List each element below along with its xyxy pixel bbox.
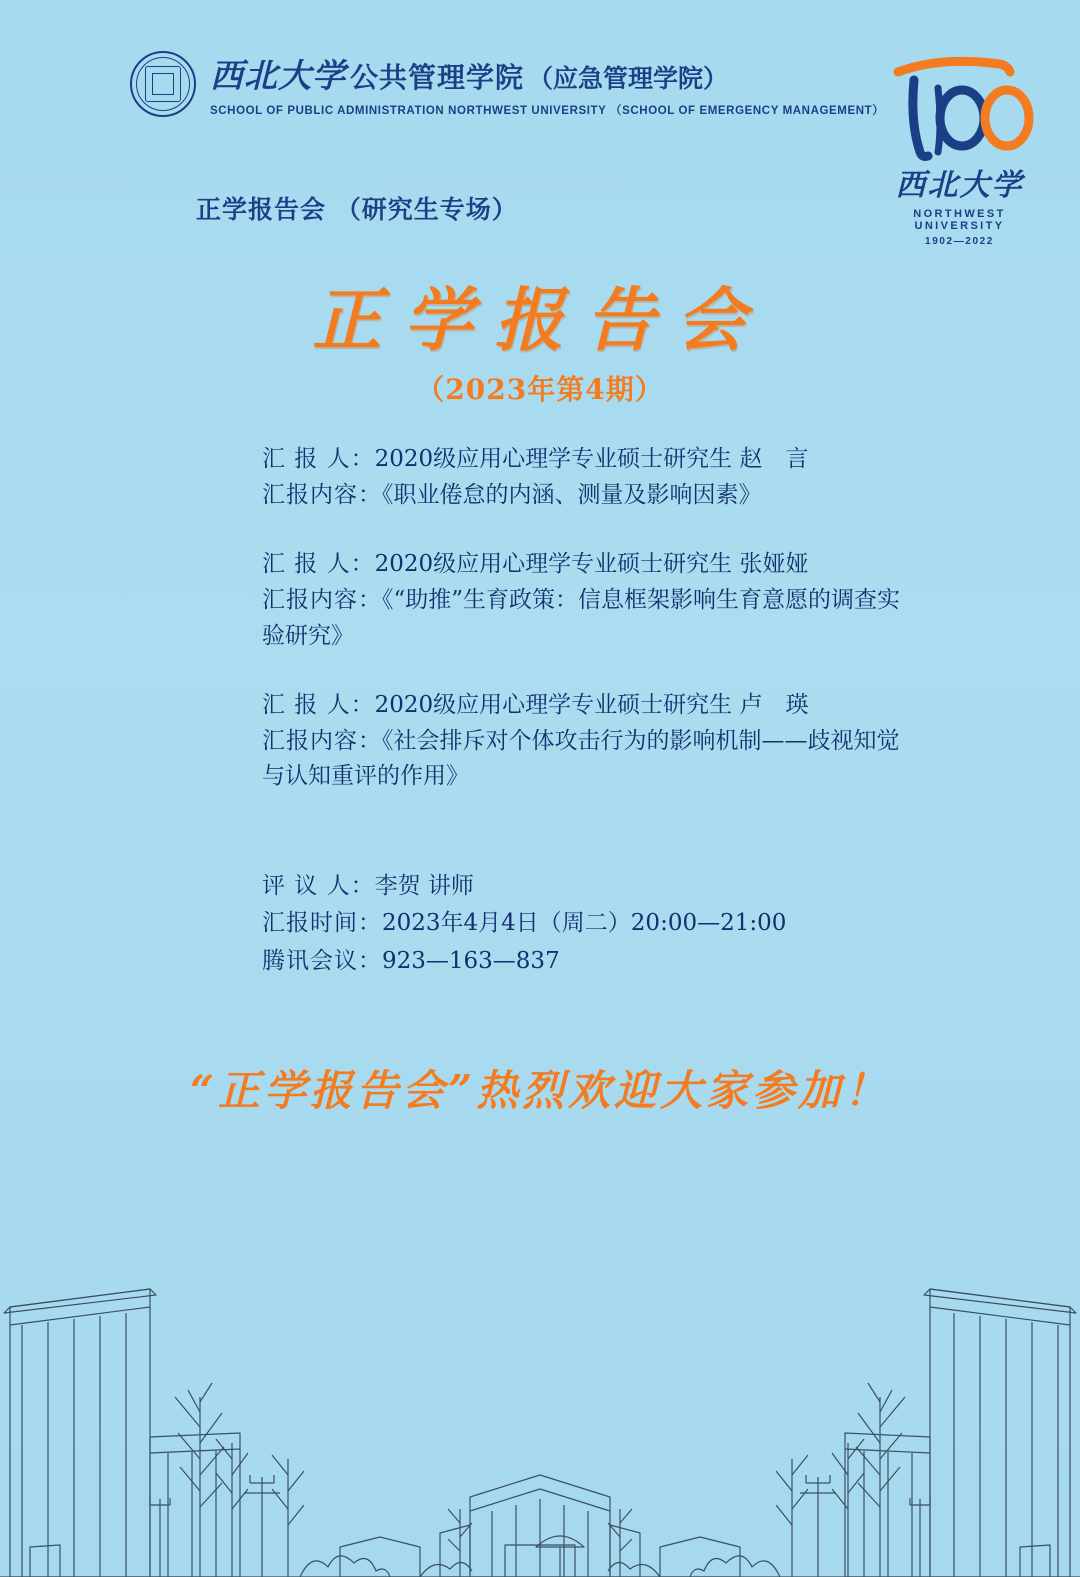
header-english-name: SCHOOL OF PUBLIC ADMINISTRATION NORTHWEST UNIVERSITY （SCHOOL OF EMERGENCY MANAGEMENT） bbox=[210, 105, 885, 117]
anniversary-120-icon bbox=[877, 52, 1042, 164]
topic-value: 《社会排斥对个体攻击行为的影响机制——歧视知觉与认知重评的作用》 bbox=[262, 727, 900, 790]
speaker-label: 汇 报 人： bbox=[262, 446, 375, 472]
header-university-name: 西北大学 bbox=[210, 56, 346, 95]
welcome-slogan: “正学报告会”热烈欢迎大家参加！ bbox=[189, 1066, 891, 1115]
speaker-value: 2020级应用心理学专业硕士研究生 张娅娅 bbox=[374, 551, 809, 578]
campus-skyline-illustration bbox=[0, 1247, 1080, 1577]
anniversary-name-en: NORTHWEST UNIVERSITY bbox=[913, 208, 1006, 232]
topic-value: 《“助推”生育政策：信息框架影响生育意愿的调查实验研究》 bbox=[262, 586, 901, 649]
anniversary-logo bbox=[877, 52, 1042, 247]
time-value: 2023年4月4日（周二）20:00—21:00 bbox=[382, 910, 787, 937]
reviewer-value: 李贺 讲师 bbox=[374, 873, 474, 899]
anniversary-name-cn: 西北大学 bbox=[895, 168, 1024, 203]
speaker-label: 汇 报 人： bbox=[262, 551, 375, 578]
header bbox=[130, 50, 884, 118]
meeting-id-value: 923—163—837 bbox=[382, 947, 560, 974]
kicker-text: 正学报告会 （研究生专场） bbox=[196, 195, 518, 224]
university-seal-icon bbox=[130, 51, 196, 117]
reviewer-label: 评 议 人： bbox=[262, 873, 375, 899]
speaker-label: 汇 报 人： bbox=[262, 692, 375, 719]
meeting-label: 腾讯会议： bbox=[262, 947, 382, 974]
page-title: 正学报告会 bbox=[312, 280, 768, 361]
topic-label: 汇报内容： bbox=[262, 586, 382, 613]
topic-label: 汇报内容： bbox=[262, 727, 382, 754]
issue-number: （2023年第4期） bbox=[416, 373, 664, 406]
talk-item bbox=[262, 442, 902, 513]
time-label: 汇报时间： bbox=[262, 910, 382, 937]
talk-item bbox=[262, 688, 902, 795]
event-info bbox=[262, 868, 922, 980]
speaker-value: 2020级应用心理学专业硕士研究生 赵 言 bbox=[374, 446, 809, 472]
anniversary-years: 1902—2022 bbox=[925, 236, 994, 247]
topic-value: 《职业倦怠的内涵、测量及影响因素》 bbox=[382, 481, 762, 508]
talk-list bbox=[262, 442, 902, 829]
header-school-alt-name: （应急管理学院） bbox=[528, 64, 729, 93]
talk-item bbox=[262, 547, 902, 654]
speaker-value: 2020级应用心理学专业硕士研究生 卢 瑛 bbox=[374, 692, 809, 719]
header-text-group bbox=[210, 50, 884, 118]
topic-label: 汇报内容： bbox=[262, 481, 382, 508]
header-school-name: 公共管理学院 bbox=[350, 61, 525, 94]
